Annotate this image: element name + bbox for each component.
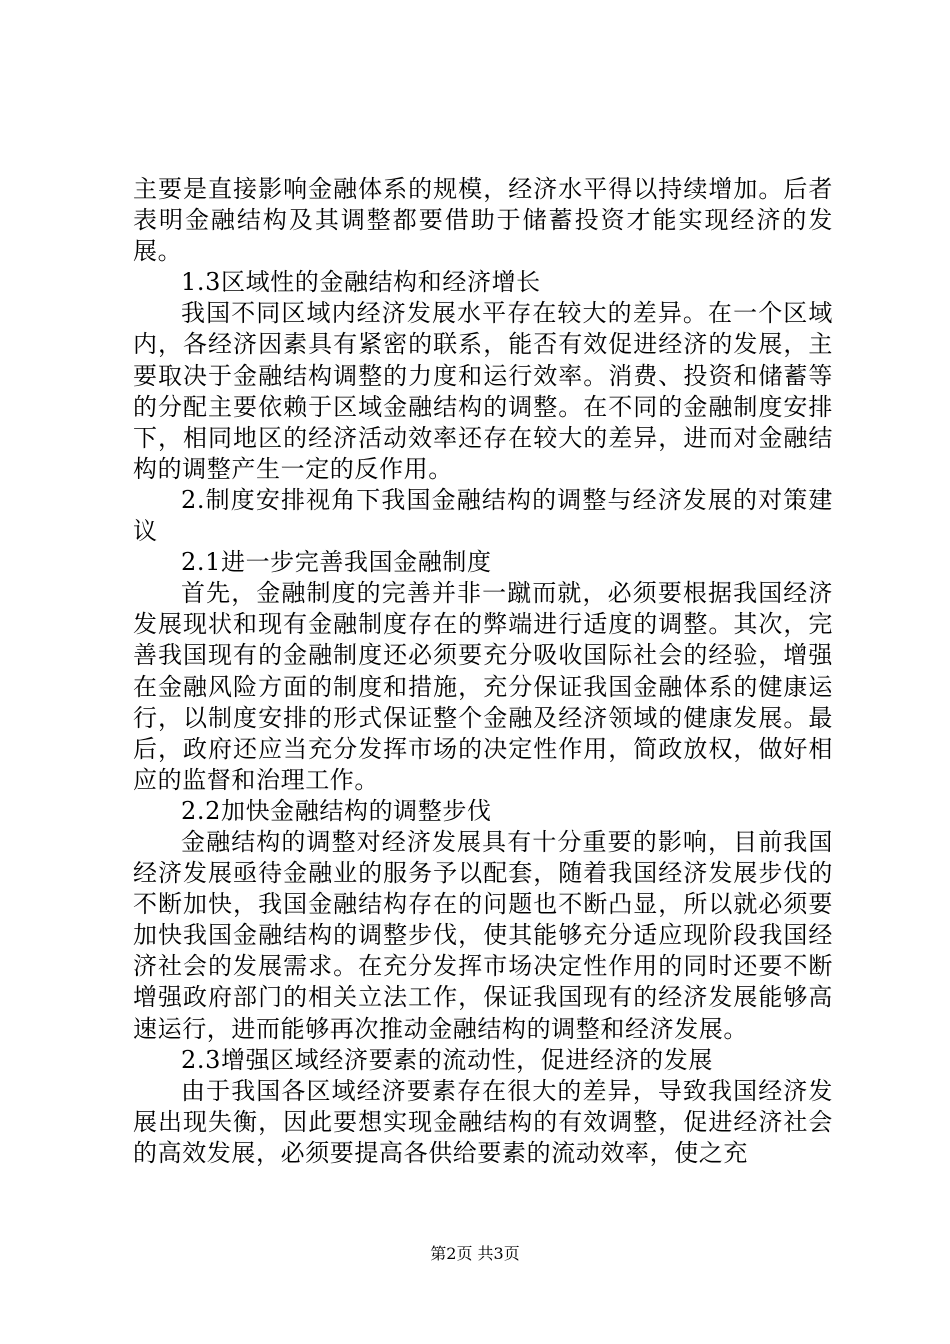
page-number-footer: 第2页 共3页 — [430, 1244, 520, 1263]
document-body — [133, 174, 833, 1169]
section-heading-2-3: 2.3增强区域经济要素的流动性，促进经济的发展 — [181, 1045, 713, 1074]
body-paragraph: 由于我国各区域经济要素存在很大的差异，导致我国经济发展出现失衡，因此要想实现金融结构的有效调整，促进经济社会的高效发展，必须要提高各供给要素的流动效率，使之充 — [133, 1076, 833, 1167]
body-paragraph: 主要是直接影响金融体系的规模，经济水平得以持续增加。后者表明金融结构及其调整都要借助于储蓄投资才能实现经济的发展。 — [133, 175, 833, 266]
section-heading-2-2: 2.2加快金融结构的调整步伐 — [181, 796, 492, 825]
section-heading-1-3: 1.3区域性的金融结构和经济增长 — [181, 268, 541, 297]
body-paragraph: 首先，金融制度的完善并非一蹴而就，必须要根据我国经济发展现状和现有金融制度存在的弊端进行适度的调整。其次，完善我国现有的金融制度还必须要充分吸收国际社会的经验，增强在金融风险方面的制度和措施，充分保证我国金融体系的健康运行，以制度安排的形式保证整个金融及经济领域的健康发展。最后，政府还应当充分发挥市场的决定性作用，简政放权，做好相应的监督和治理工作。 — [133, 579, 833, 794]
section-heading-2-1: 2.1进一步完善我国金融制度 — [181, 548, 492, 577]
body-paragraph: 金融结构的调整对经济发展具有十分重要的影响，目前我国经济发展亟待金融业的服务予以配套，随着我国经济发展步伐的不断加快，我国金融结构存在的问题也不断凸显，所以就必须要加快我国金融结构的调整步伐，使其能够充分适应现阶段我国经济社会的发展需求。在充分发挥市场决定性作用的同时还要不断增强政府部门的相关立法工作，保证我国现有的经济发展能够高速运行，进而能够再次推动金融结构的调整和经济发展。 — [133, 827, 833, 1043]
section-heading-2: 2.制度安排视角下我国金融结构的调整与经济发展的对策建议 — [133, 485, 833, 546]
body-paragraph: 我国不同区域内经济发展水平存在较大的差异。在一个区域内，各经济因素具有紧密的联系，能否有效促进经济的发展，主要取决于金融结构调整的力度和运行效率。消费、投资和储蓄等的分配主要依赖于区域金融结构的调整。在不同的金融制度安排下，相同地区的经济活动效率还存在较大的差异，进而对金融结构的调整产生一定的反作用。 — [133, 299, 833, 483]
